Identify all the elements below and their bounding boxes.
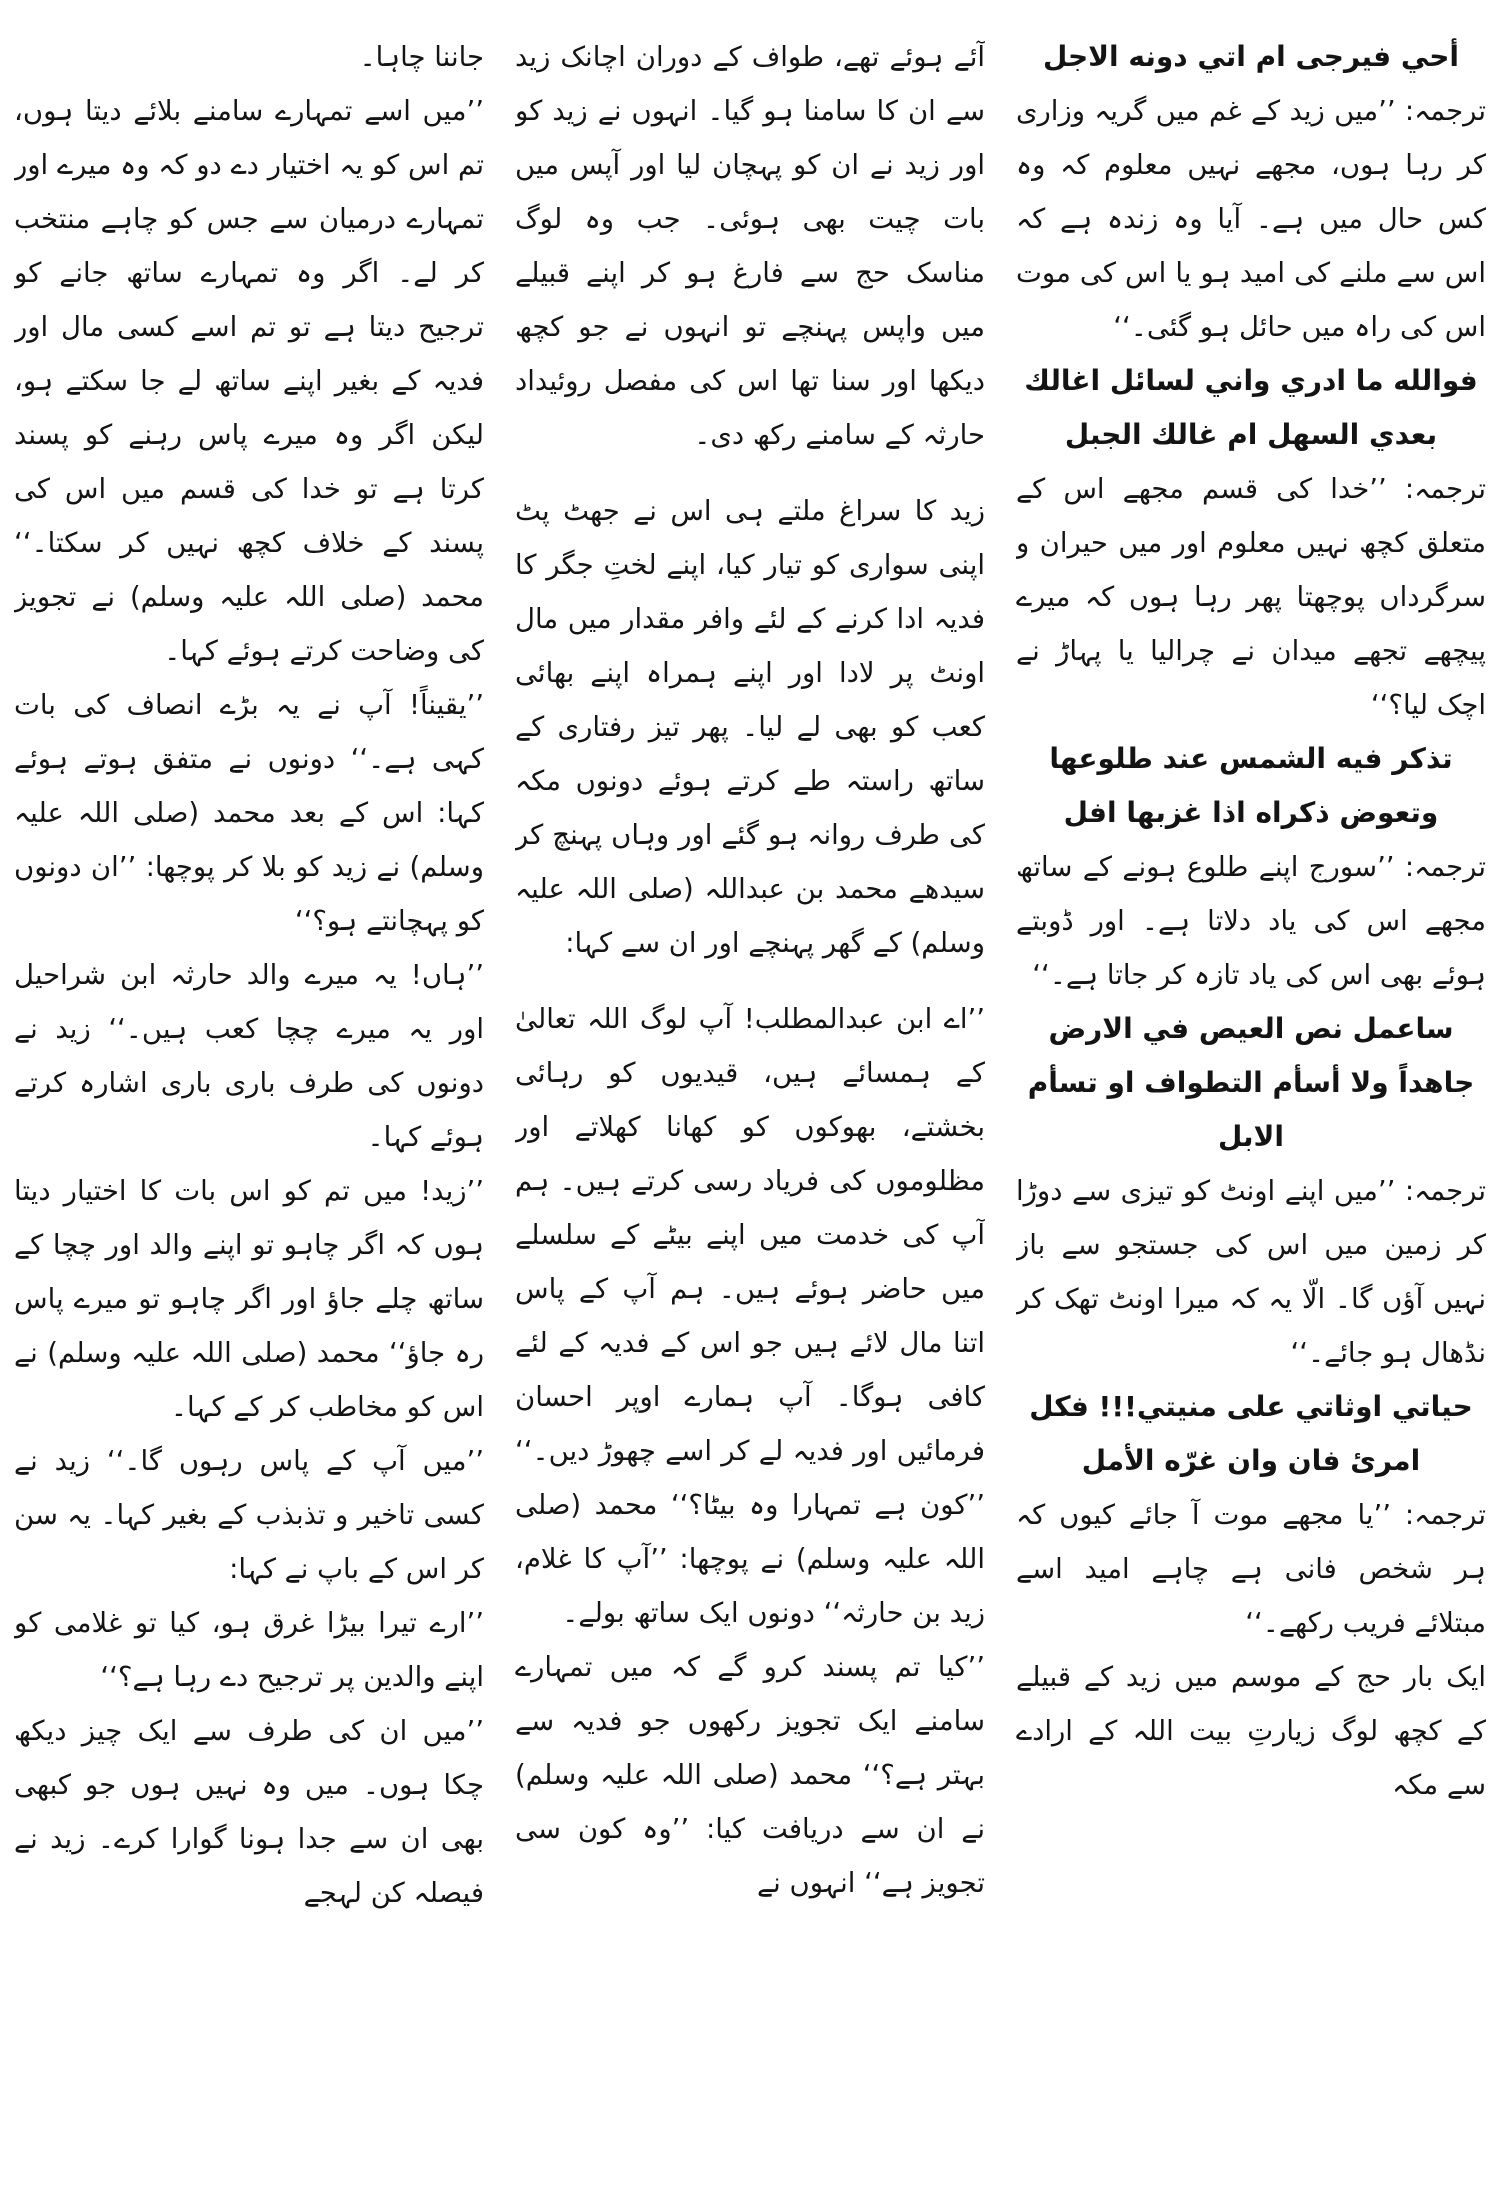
body-paragraph: آئے ہوئے تھے، طواف کے دوران اچانک زید سے ان کا سامنا ہو گیا۔ انہوں نے زید کو اور زید نے ان کو پہچان لیا اور آپس میں بات چیت بھی ہوئی۔ جب وہ لوگ مناسک حج سے فارغ ہو کر اپنے قبیلے میں واپس پہنچے تو انہوں نے جو کچھ دیکھا اور سنا تھا اس کی مفصل روئیداد حارثہ کے سامنے رکھ دی۔ bbox=[515, 41, 985, 451]
arabic-verse: فوالله ما ادري واني لسائل اغالك بعدي السهل ام غالك الجبل bbox=[1024, 364, 1478, 451]
translation-paragraph: ترجمہ: ’’میں اپنے اونٹ کو تیزی سے دوڑا کر زمین میں اس کی جستجو سے باز نہیں آؤں گا۔ الّا یہ کہ میرا اونٹ تھک کر نڈھال ہو جائے۔‘‘ bbox=[1016, 1175, 1486, 1369]
body-paragraph: ’’میں ان کی طرف سے ایک چیز دیکھ چکا ہوں۔ میں وہ نہیں ہوں جو کبھی بھی ان سے جدا ہونا گوارا کرے۔ زید نے فیصلہ کن لہجے bbox=[14, 1715, 484, 1909]
body-paragraph: ’’کیا تم پسند کرو گے کہ میں تمہارے سامنے ایک تجویز رکھوں جو فدیہ سے بہتر ہے؟‘‘ محمد (صلی اللہ علیہ وسلم) نے ان سے دریافت کیا: ’’وہ کون سی تجویز ہے‘‘ انہوں نے bbox=[515, 1651, 985, 1899]
body-paragraph: زید کا سراغ ملتے ہی اس نے جھٹ پٹ اپنی سواری کو تیار کیا، اپنے لختِ جگر کا فدیہ ادا کرنے کے لئے وافر مقدار میں مال اونٹ پر لادا اور اپنے ہمراہ اپنے بھائی کعب کو بھی لے لیا۔ پھر تیز رفتاری کے ساتھ راستہ طے کرتے ہوئے دونوں مکہ کی طرف روانہ ہو گئے اور وہاں پہنچ کر سیدھے محمد بن عبداللہ (صلی اللہ علیہ وسلم) کے گھر پہنچے اور ان سے کہا: bbox=[515, 495, 985, 959]
body-paragraph: ’’اے ابن عبدالمطلب! آپ لوگ اللہ تعالیٰ کے ہمسائے ہیں، قیدیوں کو رہائی بخشتے، بھوکوں کو کھانا کھلاتے اور مظلوموں کی فریاد رسی کرتے ہیں۔ ہم آپ کی خدمت میں اپنے بیٹے کے سلسلے میں حاضر ہوئے ہیں۔ ہم آپ کے پاس اتنا مال لائے ہیں جو اس کے فدیہ کے لئے کافی ہوگا۔ آپ ہمارے اوپر احسان فرمائیں اور فدیہ لے کر اسے چھوڑ دیں۔‘‘ ’’کون ہے تمہارا وہ بیٹا؟‘‘ محمد (صلی اللہ علیہ وسلم) نے پوچھا: ’’آپ کا غلام، زید بن حارثہ‘‘ دونوں ایک ساتھ بولے۔ bbox=[515, 1003, 985, 1629]
translation-paragraph: ترجمہ: ’’یا مجھے موت آ جائے کیوں کہ ہر شخص فانی ہے چاہے امید اسے مبتلائے فریب رکھے۔‘‘ bbox=[1016, 1499, 1486, 1639]
column-left bbox=[14, 30, 484, 2190]
body-paragraph: ’’میں آپ کے پاس رہوں گا۔‘‘ زید نے کسی تاخیر و تذبذب کے بغیر کہا۔ یہ سن کر اس کے باپ نے کہا: bbox=[14, 1445, 484, 1585]
arabic-verse: أحي فيرجى ام اتي دونه الاجل bbox=[1043, 40, 1459, 73]
body-paragraph: ایک بار حج کے موسم میں زید کے قبیلے کے کچھ لوگ زیارتِ بیت اللہ کے ارادے سے مکہ bbox=[1016, 1661, 1486, 1801]
body-paragraph: ’’ارے تیرا بیڑا غرق ہو، کیا تو غلامی کو اپنے والدین پر ترجیح دے رہا ہے؟‘‘ bbox=[14, 1607, 484, 1693]
translation-paragraph: ترجمہ: ’’میں زید کے غم میں گریہ وزاری کر رہا ہوں، مجھے نہیں معلوم کہ وہ کس حال میں ہے۔ آیا وہ زندہ ہے کہ اس سے ملنے کی امید ہو یا اس کی موت اس کی راہ میں حائل ہو گئی۔‘‘ bbox=[1016, 95, 1486, 343]
body-paragraph: ’’زید! میں تم کو اس بات کا اختیار دیتا ہوں کہ اگر چاہو تو اپنے والد اور چچا کے ساتھ چلے جاؤ اور اگر چاہو تو میرے پاس رہ جاؤ‘‘ محمد (صلی اللہ علیہ وسلم) نے اس کو مخاطب کر کے کہا۔ bbox=[14, 1175, 484, 1423]
column-right bbox=[1016, 30, 1486, 2190]
translation-paragraph: ترجمہ: ’’سورج اپنے طلوع ہونے کے ساتھ مجھے اس کی یاد دلاتا ہے۔ اور ڈوبتے ہوئے بھی اس کی یاد تازہ کر جاتا ہے۔‘‘ bbox=[1016, 851, 1486, 991]
body-paragraph: ’’یقیناً! آپ نے یہ بڑے انصاف کی بات کہی ہے۔‘‘ دونوں نے متفق ہوتے ہوئے کہا: اس کے بعد محمد (صلی اللہ علیہ وسلم) نے زید کو بلا کر پوچھا: ’’ان دونوں کو پہچانتے ہو؟‘‘ bbox=[14, 689, 484, 937]
translation-paragraph: ترجمہ: ’’خدا کی قسم مجھے اس کے متعلق کچھ نہیں معلوم اور میں حیران و سرگرداں پوچھتا پھر رہا ہوں کہ میرے پیچھے تجھے میدان نے چرالیا یا پہاڑ نے اچک لیا؟‘‘ bbox=[1016, 473, 1486, 721]
body-paragraph: ’’ہاں! یہ میرے والد حارثہ ابن شراحیل اور یہ میرے چچا کعب ہیں۔‘‘ زید نے دونوں کی طرف باری باری اشارہ کرتے ہوئے کہا۔ bbox=[14, 959, 484, 1153]
body-paragraph: ’’میں اسے تمہارے سامنے بلائے دیتا ہوں، تم اس کو یہ اختیار دے دو کہ وہ میرے اور تمہارے درمیان سے جس کو چاہے منتخب کر لے۔ اگر وہ تمہارے ساتھ جانے کو ترجیح دیتا ہے تو تم اسے کسی مال اور فدیہ کے بغیر اپنے ساتھ لے جا سکتے ہو، لیکن اگر وہ میرے پاس رہنے کو پسند کرتا ہے تو خدا کی قسم میں اس کی پسند کے خلاف کچھ نہیں کر سکتا۔‘‘ محمد (صلی اللہ علیہ وسلم) نے تجویز کی وضاحت کرتے ہوئے کہا۔ bbox=[14, 95, 484, 667]
arabic-verse: ساعمل نص العيص في الارض جاهداً ولا أسأم التطواف او تسأم الابل bbox=[1027, 1012, 1475, 1153]
arabic-verse: حياتي اوثاتي على منيتي!!! فكل امرئ فان وان غرّه الأمل bbox=[1029, 1390, 1473, 1477]
body-paragraph: جاننا چاہا۔ bbox=[359, 41, 484, 73]
arabic-verse: تذكر فيه الشمس عند طلوعها وتعوض ذكراه اذا غزبها افل bbox=[1049, 742, 1453, 829]
column-middle bbox=[515, 30, 985, 2190]
